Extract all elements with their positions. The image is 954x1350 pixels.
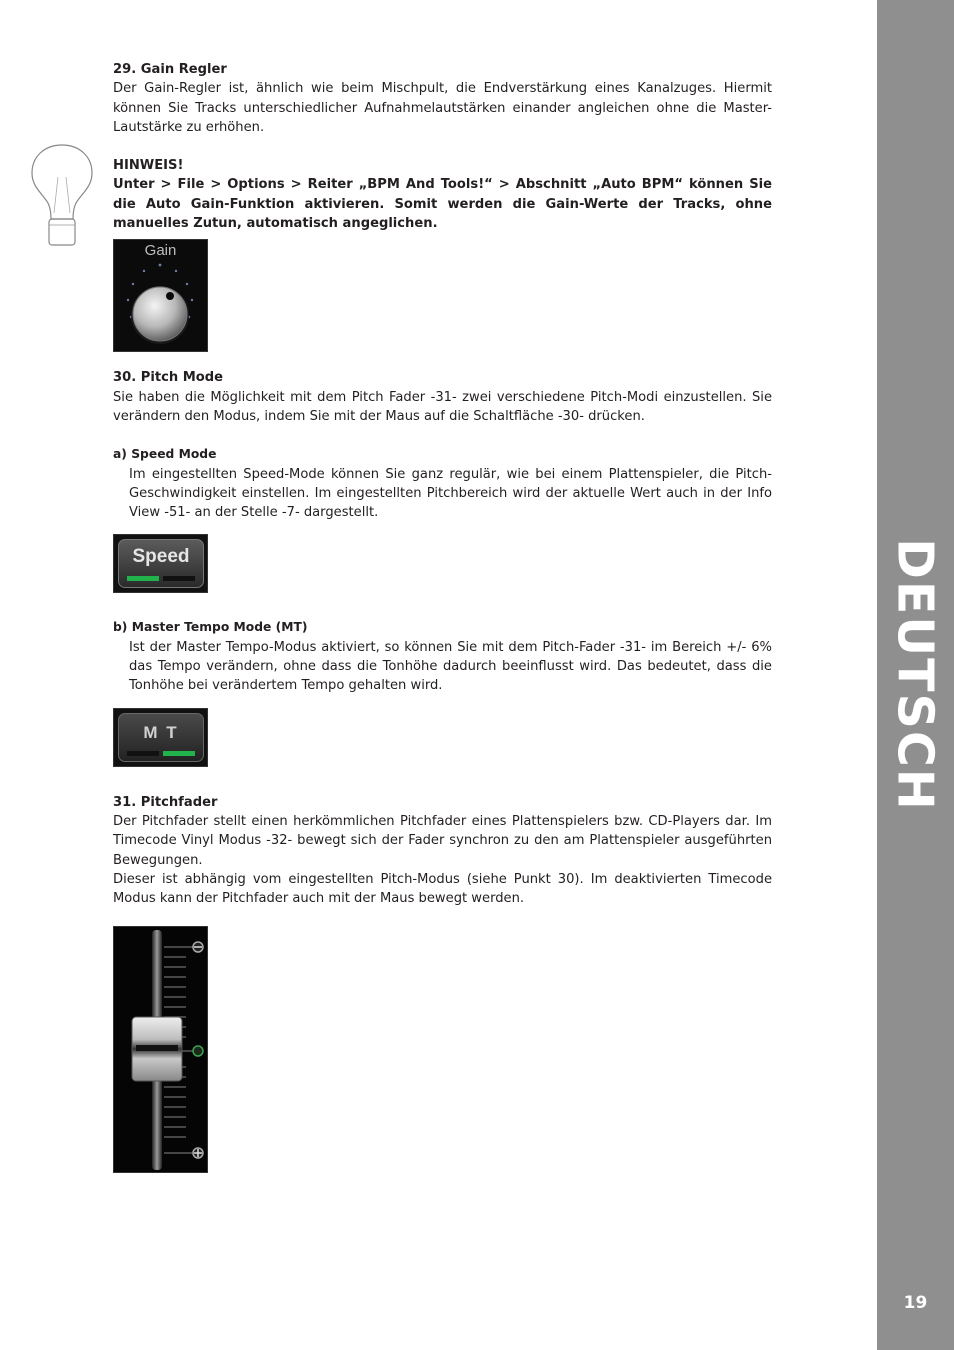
mt-button-image <box>113 708 208 767</box>
section-heading-gain: 29. Gain Regler <box>113 62 227 77</box>
gain-description: Der Gain-Regler ist, ähnlich wie beim Mischpult, die Endverstärkung eines Kanalzuges. Hiermit können Sie Tracks unterschiedlicher Aufnahmelautstärken einander angleichen ohne die Master-Lautstärke zu erhöhen. <box>113 81 772 135</box>
pitchfader-description-1: Der Pitchfader stellt einen herkömmlichen Pitchfader eines Plattenspielers bzw. CD-Players dar. Im Timecode Vinyl Modus -32- bewegt sich der Fader synchron zu den am Plattenspieler ausgeführten Bewegungen. <box>113 813 772 868</box>
page-number: 19 <box>903 1293 928 1313</box>
pitchfader-graphic <box>114 927 207 1172</box>
hint-heading: HINWEIS! <box>113 158 184 174</box>
section-heading-pitchfader: 31. Pitchfader <box>113 794 218 810</box>
mt-button-label: M T <box>143 722 179 742</box>
mt-led-off <box>127 751 159 756</box>
subheading-master-tempo: b) Master Tempo Mode (MT) <box>113 620 308 635</box>
mt-led-on <box>163 751 195 756</box>
hint-body: Unter > File > Options > Reiter „BPM And Tools!“ > Abschnitt „Auto BPM“ können Sie die Auto Gain-Funktion aktivieren. Somit werden die Gain-Werte der Tracks, ohne manuelles Zutun, automatisch angeglichen. <box>113 177 772 232</box>
gain-knob-image <box>113 239 208 352</box>
master-tempo-description: Ist der Master Tempo-Modus aktiviert, so können Sie mit dem Pitch-Fader -31- im Bereich +/- 6% das Tempo verändern, ohne dass die Tonhöhe dadurch beeinflusst wird. Das bedeutet, dass die Tonhöhe bei verändertem Tempo gehalten wird. <box>129 639 772 694</box>
speed-button-image <box>113 534 208 593</box>
gain-knob-label: Gain <box>144 242 177 260</box>
pitchfader-description-2: Dieser ist abhängig vom eingestellten Pitch-Modus (siehe Punkt 30). Im deaktivierten Timecode Modus kann der Pitchfader auch mit der Maus bewegt werden. <box>113 871 772 907</box>
knob-icon <box>114 240 207 351</box>
subheading-speed-mode: a) Speed Mode <box>113 447 217 462</box>
lightbulb-icon <box>30 143 94 249</box>
section-heading-pitch-mode: 30. Pitch Mode <box>113 370 224 386</box>
pitch-mode-description: Sie haben die Möglichkeit mit dem Pitch Fader -31- zwei verschiedene Pitch-Modi einzustellen. Sie verändern den Modus, indem Sie mit der Maus auf die Schaltfläche -30- drücken. <box>113 389 772 424</box>
mt-button <box>118 713 204 762</box>
sidebar-language-title: DEUTSCH <box>886 538 944 812</box>
speed-button <box>118 539 204 588</box>
main-content <box>113 60 772 1173</box>
speed-button-label: Speed <box>132 546 190 568</box>
pitchfader-image <box>113 926 208 1173</box>
speed-led-on <box>127 576 159 581</box>
speed-led-off <box>163 576 195 581</box>
language-sidebar <box>877 0 954 1350</box>
speed-mode-description: Im eingestellten Speed-Mode können Sie ganz regulär, wie bei einem Plattenspieler, die Pitch-Geschwindigkeit einstellen. Im eingestellten Pitchbereich wird der aktuelle Wert auch in der Info View -51- an der Stelle -7- dargestellt. <box>129 466 772 521</box>
